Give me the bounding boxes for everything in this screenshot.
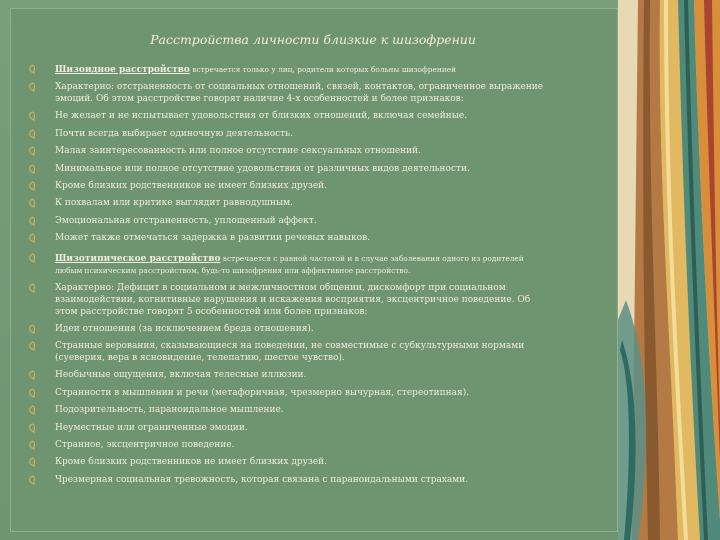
- list-item: [28, 475, 548, 487]
- list-item: [28, 423, 548, 435]
- list-item: [28, 64, 548, 77]
- bullet-icon: [28, 64, 38, 75]
- list-item: [28, 253, 548, 278]
- bullet-icon: [28, 164, 38, 175]
- item-text: Кроме близких родственников не имеет близких друзей.: [55, 180, 328, 191]
- list-item: [28, 82, 548, 105]
- bullet-icon: [28, 440, 38, 451]
- item-text: Странности в мышлении и речи (метафоричная, чрезмерно вычурная, стереотипная).: [55, 387, 470, 398]
- bullet-icon: [28, 324, 38, 335]
- list-item: [28, 181, 548, 193]
- item-text: Может также отмечаться задержка в развитии речевых навыков.: [55, 233, 371, 244]
- list-item: [28, 457, 548, 469]
- list-item: [28, 440, 548, 452]
- bullet-icon: [28, 181, 38, 192]
- list-item: [28, 129, 548, 141]
- item-text: Чрезмерная социальная тревожность, которая связана с параноидальными страхами.: [55, 474, 469, 485]
- item-text: Не желает и не испытывает удовольствия от близких отношений, включая семейные.: [55, 111, 468, 122]
- list-item: [28, 111, 548, 123]
- item-text: Кроме близких родственников не имеет близких друзей.: [55, 457, 328, 468]
- item-text: Подозрительность, параноидальное мышление.: [55, 405, 284, 416]
- item-text: Идеи отношения (за исключением бреда отношения).: [55, 324, 314, 335]
- list-item: [28, 283, 548, 318]
- list-item: [28, 146, 548, 158]
- item-heading: Шизотипическое расстройство: [55, 253, 221, 264]
- item-text: Почти всегда выбирает одиночную деятельность.: [55, 128, 293, 139]
- list-item: [28, 233, 548, 245]
- bullet-icon: [28, 216, 38, 227]
- bullet-icon: [28, 82, 38, 93]
- list-item: [28, 388, 548, 400]
- list-item: [28, 341, 548, 364]
- item-text: встречается только у лиц, родители которых больны шизофренией: [189, 65, 457, 74]
- list-item: [28, 216, 548, 228]
- bullet-icon: [28, 198, 38, 209]
- bullet-icon: [28, 423, 38, 434]
- bullet-icon: [28, 233, 38, 244]
- bullet-icon: [28, 405, 38, 416]
- item-text: Эмоциональная отстраненность, уплощенный аффект.: [55, 215, 317, 226]
- bullet-icon: [28, 111, 38, 122]
- item-text: К похвалам или критике выглядит равнодушным.: [55, 198, 294, 209]
- item-text: Необычные ощущения, включая телесные иллюзии.: [55, 370, 307, 381]
- bullet-icon: [28, 253, 38, 264]
- item-text: Минимальное или полное отсутствие удовольствия от различных видов деятельности.: [55, 163, 470, 174]
- item-text: Странное, эксцентричное поведение.: [55, 440, 235, 450]
- slide-title: Расстройства личности близкие к шизофрении: [150, 32, 476, 47]
- bullet-icon: [28, 475, 38, 486]
- list-item: [28, 370, 548, 382]
- bullet-icon: [28, 283, 38, 294]
- list-item: [28, 324, 548, 336]
- item-text: встречается с равной частотой и в случае заболевания одного из родителей любым психическим расстройством, будь-то шизофрения или аффективное расстройство.: [55, 253, 524, 276]
- bullet-icon: [28, 388, 38, 399]
- item-text: Малая заинтересованность или полное отсутствие сексуальных отношений.: [55, 146, 422, 157]
- item-heading: Шизоидное расстройство: [55, 65, 190, 75]
- item-text: Характерно: отстраненность от социальных отношений, связей, контактов, ограниченное выражение эмоций. Об этом расстройстве говорят наличие 4-х особенностей и более признаков:: [55, 82, 544, 104]
- list-item: [28, 405, 548, 417]
- list-item: [28, 164, 548, 176]
- item-text: Странные верования, сказывающиеся на поведении, не совместимые с субкультурными нормами (суеверия, вера в ясновидение, телепатию, шестое чувство).: [55, 341, 525, 364]
- list-item: [28, 198, 548, 210]
- bullet-icon: [28, 129, 38, 140]
- item-text: Характерно: Дефицит в социальном и межличностном общении, дискомфорт при социальном взаимодействии, когнитивные нарушения и искажения восприятия, эксцентричное поведение. Об этом расстройстве говорят 5 особенностей или более признаков:: [55, 283, 531, 317]
- bullet-icon: [28, 457, 38, 468]
- bullet-list: [28, 64, 548, 492]
- item-text: Неуместные или ограниченные эмоции.: [55, 422, 248, 433]
- decorative-stripes-image: [618, 0, 720, 540]
- bullet-icon: [28, 370, 38, 381]
- bullet-icon: [28, 341, 38, 352]
- bullet-icon: [28, 146, 38, 157]
